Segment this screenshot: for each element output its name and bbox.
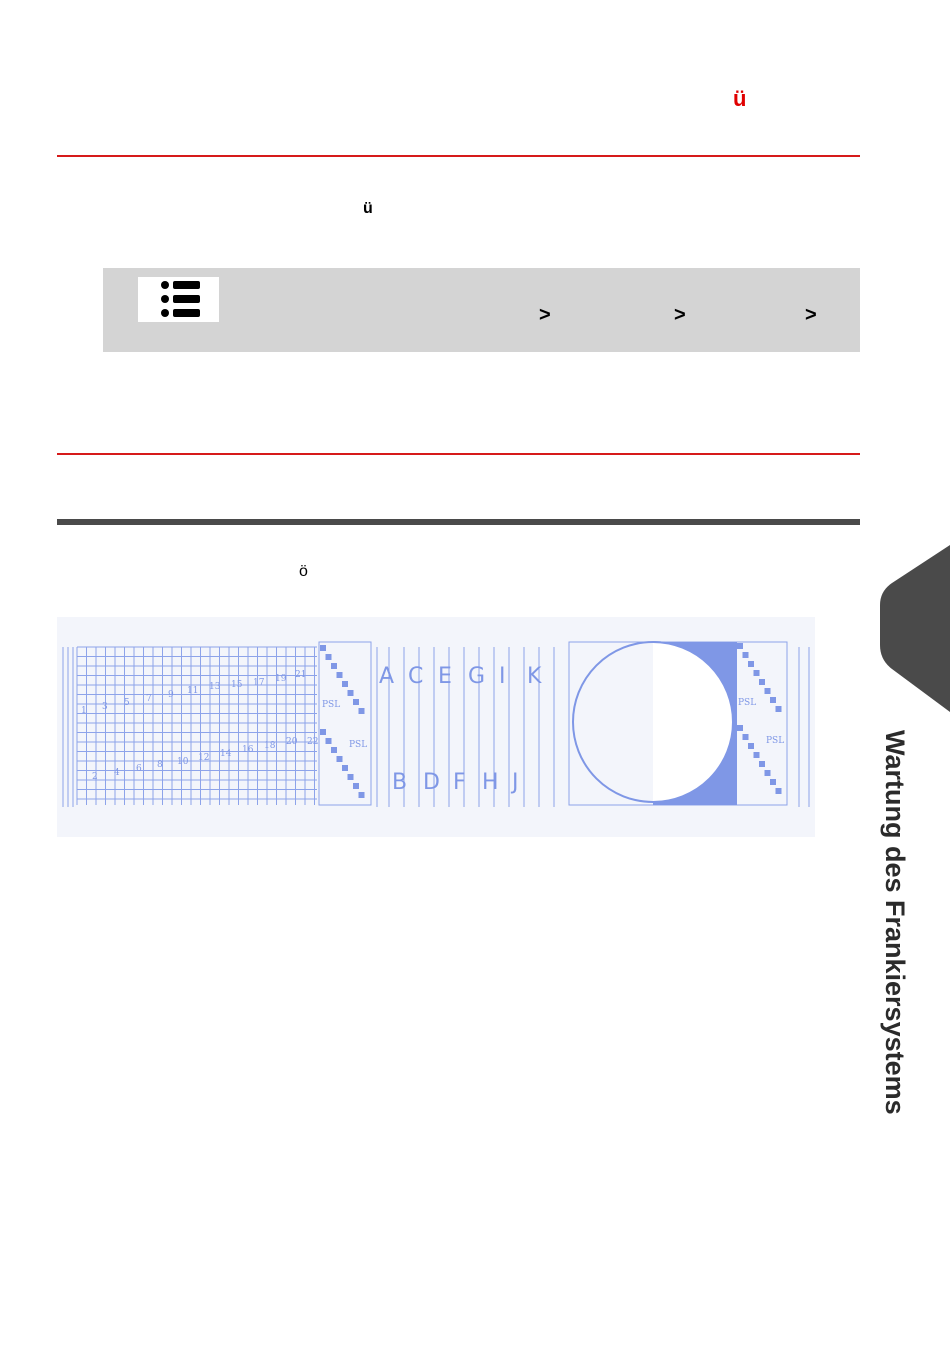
step-mark [348,774,354,780]
grid-number: 5 [124,698,130,708]
grid-number: 9 [168,690,174,700]
menu-path-box [103,268,860,352]
step-mark [754,752,760,758]
step-mark [743,652,749,658]
step-mark [776,706,782,712]
step-mark [765,770,771,776]
test-letter: K [527,664,542,689]
grid-number: 4 [114,768,120,778]
psl-label: PSL [766,736,785,746]
grid-number: 21 [295,670,307,680]
step-mark [331,663,337,669]
chapter-tab [880,545,950,712]
psl-label: PSL [322,700,341,710]
test-letter: F [453,770,466,795]
test-letter: I [499,664,506,689]
grid-number: 13 [209,682,221,692]
test-letter: J [512,770,519,795]
step-mark [326,738,332,744]
step-mark [737,643,743,649]
grid-number: 7 [146,694,152,704]
step-mark [759,761,765,767]
test-letter: G [468,664,486,689]
grid-number: 1 [81,706,87,716]
grid-number: 17 [253,678,265,688]
step-mark [353,783,359,789]
grid-number: 15 [231,680,243,690]
test-letter: B [392,770,408,795]
chapter-label: Wartung des Frankiersystems [880,730,910,1115]
header-rule [57,155,860,157]
step-mark [353,699,359,705]
grid-number: 19 [275,674,287,684]
step-mark [320,729,326,735]
grid-number: 12 [198,753,210,763]
psl-label: PSL [349,740,368,750]
grid-number: 8 [157,760,163,770]
step-mark [326,654,332,660]
step-mark [754,670,760,676]
step-mark [737,725,743,731]
grid-number: 22 [307,737,319,747]
step-mark [359,708,365,714]
step-mark [748,743,754,749]
test-print-image [57,617,815,837]
step-mark [765,688,771,694]
test-letter: H [482,770,499,795]
step-mark [320,645,326,651]
menu-path-separator: > [805,304,817,326]
step-mark [743,734,749,740]
step-mark [337,756,343,762]
menu-list-icon [138,277,219,322]
step-mark [748,661,754,667]
grid-number: 18 [264,741,276,751]
grid-number: 3 [102,702,108,712]
test-print-pattern [57,617,815,837]
intro-char: ü [363,200,373,217]
section-char: ö [299,563,308,580]
step-mark [759,679,765,685]
test-letter: A [379,664,395,689]
step-mark [776,788,782,794]
grid-number: 10 [177,757,189,767]
menu-path-separator: > [674,304,686,326]
grid-number: 16 [242,745,254,755]
step-mark [348,690,354,696]
test-letter: C [408,664,424,689]
step-mark [342,765,348,771]
step-mark [359,792,365,798]
grid-number: 14 [220,749,232,759]
grid-number: 2 [92,772,98,782]
step-mark [770,697,776,703]
test-letter: E [438,664,452,689]
step-mark [770,779,776,785]
step-mark [342,681,348,687]
menu-path-separator: > [539,304,551,326]
grid-number: 6 [136,764,142,774]
frame [319,642,371,805]
grid-number: 20 [286,737,298,747]
test-letter: D [423,770,440,795]
section-rule-dark [57,519,860,525]
grid-number: 11 [187,686,199,696]
step-mark [331,747,337,753]
step-mark [337,672,343,678]
section-rule-red [57,453,860,455]
header-accent-char: ü [733,86,747,111]
psl-label: PSL [738,698,757,708]
